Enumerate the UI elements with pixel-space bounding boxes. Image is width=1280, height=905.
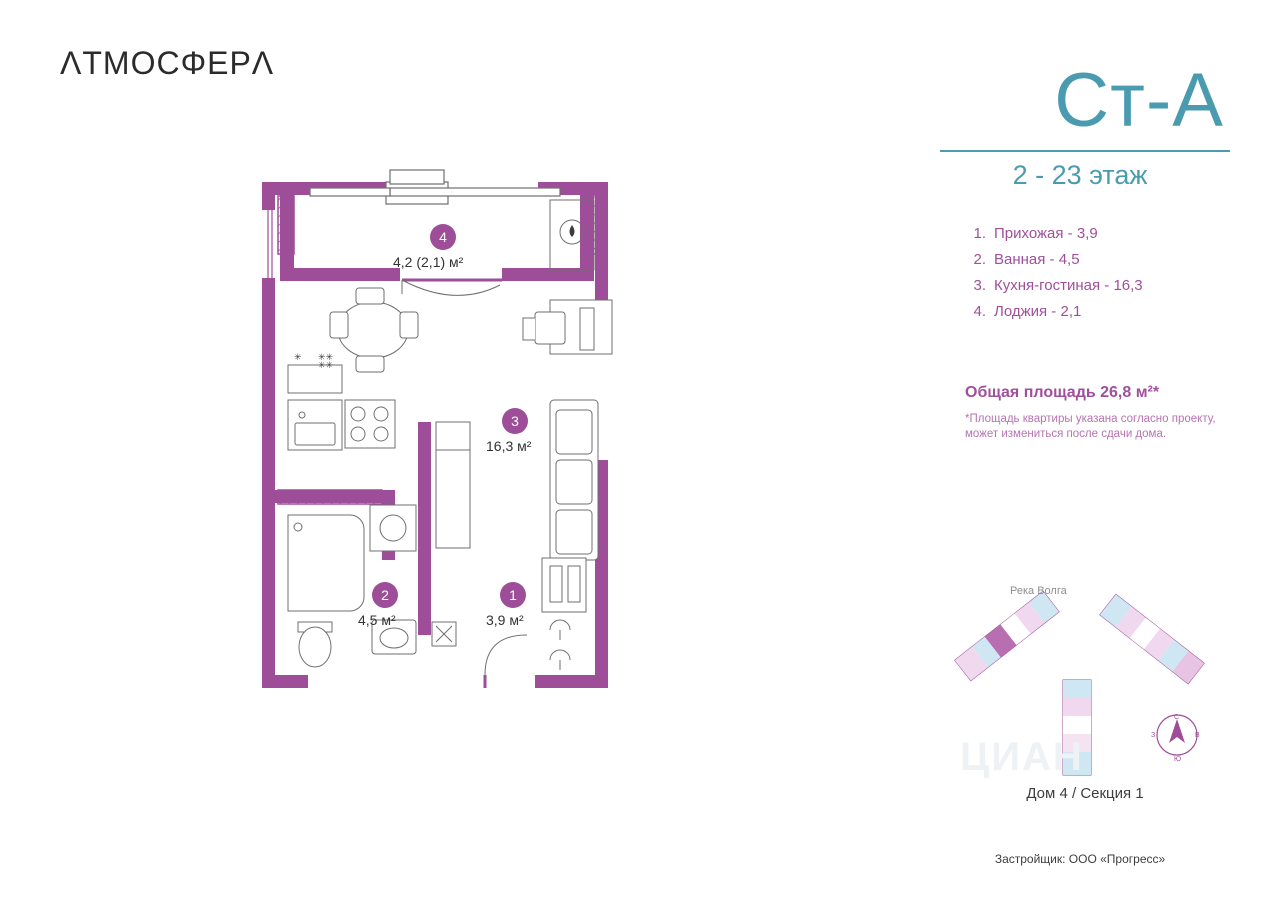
developer-label: Застройщик: ООО «Прогресс» [994,852,1166,866]
house-section-label: Дом 4 / Секция 1 [1026,785,1144,802]
legend-item [960,303,1230,320]
plan-code: Ст-А [1054,58,1224,143]
room-badge-1: 1 [500,582,526,608]
info-panel [930,60,1230,442]
legend-item [960,277,1230,294]
legend-label: Лоджия - 2,1 [994,303,1082,320]
site-plan-svg [945,585,1225,780]
compass-icon [1151,714,1200,763]
svg-text:З: З [1151,732,1156,739]
brand-logo: ΛTMOCΦEPΛ [60,45,275,81]
room-area-3: 16,3 м² [486,438,532,454]
watermark: ЦИАН [960,735,1084,779]
legend-item [960,225,1230,242]
site-plan [945,585,1225,800]
floor-plan-svg [250,160,680,710]
legend-number: 4. [973,303,986,320]
legend-number: 3. [973,277,986,294]
legend-number: 1. [973,225,986,242]
floor-plan [250,160,680,710]
river-label: Река Волга [1010,585,1067,597]
room-badge-2: 2 [372,582,398,608]
legend-label: Прихожая - 3,9 [994,225,1098,242]
legend-label: Кухня-гостиная - 16,3 [994,277,1143,294]
room-area-1: 3,9 м² [486,612,524,628]
room-area-4: 4,2 (2,1) м² [393,254,464,270]
legend-label: Ванная - 4,5 [994,251,1080,268]
total-area: Общая площадь 26,8 м²* [965,384,1160,401]
area-disclaimer: *Площадь квартиры указана согласно проекту, может измениться после сдачи дома. [965,413,1216,440]
legend-number: 2. [973,251,986,268]
room-area-2: 4,5 м² [358,612,396,628]
svg-text:С: С [1174,714,1180,721]
svg-text:Ю: Ю [1174,756,1182,763]
svg-text:✳✳: ✳✳ [318,360,334,370]
room-legend [960,225,1230,320]
svg-text:✳: ✳ [294,352,302,362]
legend-item [960,251,1230,268]
svg-text:В: В [1195,732,1200,739]
svg-text:✳✳: ✳✳ [318,352,334,362]
floor-range: 2 - 23 этаж [1012,160,1148,190]
room-badge-3: 3 [502,408,528,434]
divider-rule [940,150,1230,152]
room-badge-4: 4 [430,224,456,250]
